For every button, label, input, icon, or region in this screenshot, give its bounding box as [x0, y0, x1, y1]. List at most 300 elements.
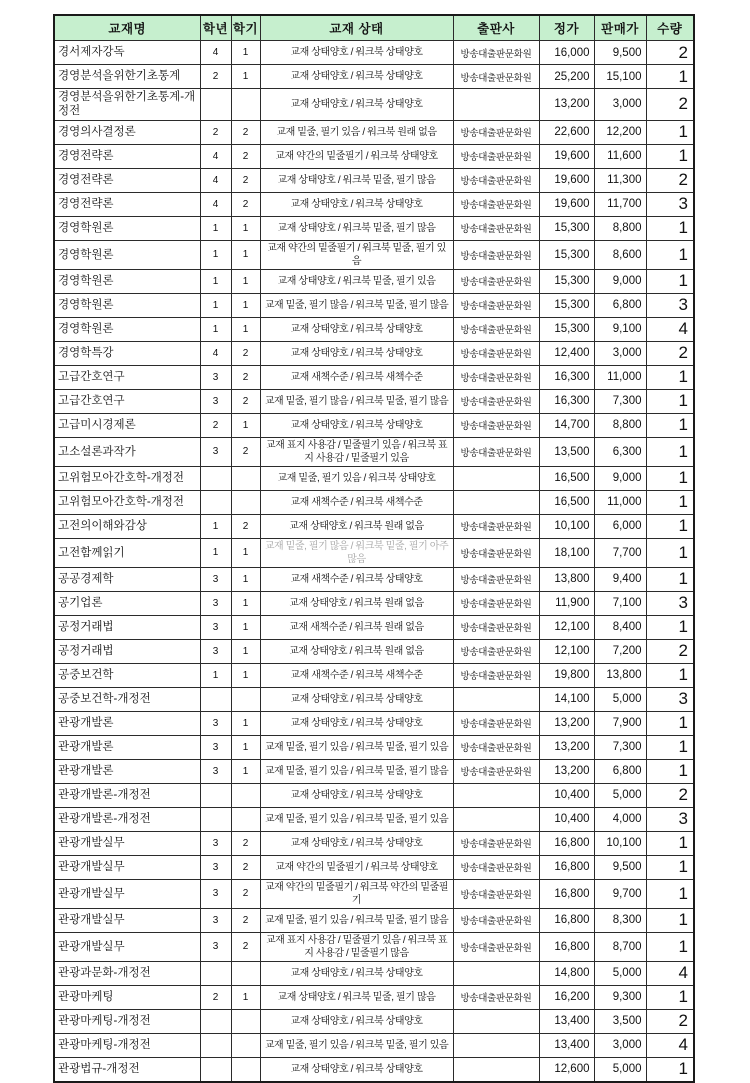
cell-list_price: 16,300 — [539, 365, 594, 389]
col-header-publisher: 출판사 — [453, 15, 539, 41]
cell-sale_price: 9,000 — [594, 466, 646, 490]
cell-quantity: 1 — [646, 514, 694, 538]
cell-list_price: 13,800 — [539, 567, 594, 591]
cell-grade: 1 — [200, 240, 231, 269]
cell-list_price: 16,800 — [539, 879, 594, 908]
table-row — [54, 567, 694, 591]
cell-sale_price: 13,800 — [594, 663, 646, 687]
cell-condition: 교재 밑줄, 필기 많음 / 워크북 밑줄, 필기 많음 — [260, 389, 453, 413]
cell-name: 경영전략론 — [54, 192, 200, 216]
cell-publisher: 방송대출판문화원 — [453, 879, 539, 908]
table-row — [54, 120, 694, 144]
cell-semester — [231, 961, 260, 985]
cell-name: 고전함께읽기 — [54, 538, 200, 567]
cell-publisher: 방송대출판문화원 — [453, 293, 539, 317]
cell-quantity: 2 — [646, 41, 694, 65]
cell-list_price: 10,400 — [539, 783, 594, 807]
cell-grade — [200, 1009, 231, 1033]
cell-sale_price: 15,100 — [594, 65, 646, 89]
cell-condition: 교재 상태양호 / 워크북 상태양호 — [260, 317, 453, 341]
cell-condition: 교재 상태양호 / 워크북 상태양호 — [260, 192, 453, 216]
cell-semester: 1 — [231, 663, 260, 687]
table-row — [54, 615, 694, 639]
cell-list_price: 19,600 — [539, 144, 594, 168]
cell-quantity: 1 — [646, 365, 694, 389]
cell-sale_price: 6,000 — [594, 514, 646, 538]
cell-grade: 2 — [200, 120, 231, 144]
cell-list_price: 13,500 — [539, 437, 594, 466]
cell-grade — [200, 961, 231, 985]
textbook-table — [53, 14, 695, 1083]
cell-quantity: 1 — [646, 389, 694, 413]
cell-semester: 1 — [231, 317, 260, 341]
cell-quantity: 1 — [646, 855, 694, 879]
cell-quantity: 4 — [646, 317, 694, 341]
cell-condition: 교재 약간의 밑줄필기 / 워크북 상태양호 — [260, 144, 453, 168]
cell-quantity: 1 — [646, 567, 694, 591]
cell-semester: 1 — [231, 65, 260, 89]
cell-name: 경영학원론 — [54, 293, 200, 317]
cell-semester: 2 — [231, 341, 260, 365]
cell-semester: 2 — [231, 120, 260, 144]
cell-name: 관광개발실무 — [54, 855, 200, 879]
cell-condition: 교재 밑줄, 필기 있음 / 워크북 밑줄, 필기 있음 — [260, 1033, 453, 1057]
cell-name: 고급미시경제론 — [54, 413, 200, 437]
cell-semester: 1 — [231, 639, 260, 663]
cell-publisher — [453, 961, 539, 985]
cell-condition: 교재 상태양호 / 워크북 상태양호 — [260, 41, 453, 65]
cell-grade: 4 — [200, 341, 231, 365]
cell-list_price: 13,400 — [539, 1033, 594, 1057]
cell-list_price: 16,300 — [539, 389, 594, 413]
cell-list_price: 25,200 — [539, 65, 594, 89]
cell-publisher: 방송대출판문화원 — [453, 317, 539, 341]
used-textbook-price-sheet — [53, 14, 695, 1083]
table-row — [54, 41, 694, 65]
cell-publisher: 방송대출판문화원 — [453, 567, 539, 591]
cell-publisher: 방송대출판문화원 — [453, 663, 539, 687]
table-row — [54, 437, 694, 466]
cell-grade — [200, 783, 231, 807]
cell-semester: 1 — [231, 269, 260, 293]
cell-sale_price: 11,000 — [594, 365, 646, 389]
cell-publisher: 방송대출판문화원 — [453, 341, 539, 365]
cell-semester: 1 — [231, 293, 260, 317]
cell-grade: 3 — [200, 831, 231, 855]
cell-condition: 교재 새책수준 / 워크북 새책수준 — [260, 365, 453, 389]
cell-quantity: 2 — [646, 783, 694, 807]
cell-publisher: 방송대출판문화원 — [453, 120, 539, 144]
cell-publisher: 방송대출판문화원 — [453, 855, 539, 879]
table-row — [54, 317, 694, 341]
cell-list_price: 12,600 — [539, 1057, 594, 1082]
cell-quantity: 3 — [646, 293, 694, 317]
cell-grade: 1 — [200, 514, 231, 538]
col-header-name: 교재명 — [54, 15, 200, 41]
table-row — [54, 711, 694, 735]
cell-quantity: 4 — [646, 1033, 694, 1057]
cell-sale_price: 6,800 — [594, 293, 646, 317]
cell-name: 관광개발실무 — [54, 831, 200, 855]
table-row — [54, 1009, 694, 1033]
cell-semester: 1 — [231, 985, 260, 1009]
cell-grade — [200, 490, 231, 514]
cell-condition: 교재 상태양호 / 워크북 상태양호 — [260, 413, 453, 437]
cell-list_price: 16,800 — [539, 932, 594, 961]
cell-semester: 2 — [231, 932, 260, 961]
table-row — [54, 269, 694, 293]
cell-quantity: 1 — [646, 1057, 694, 1082]
cell-quantity: 1 — [646, 413, 694, 437]
table-row — [54, 879, 694, 908]
cell-condition: 교재 상태양호 / 워크북 상태양호 — [260, 1057, 453, 1082]
cell-condition: 교재 상태양호 / 워크북 상태양호 — [260, 89, 453, 121]
cell-list_price: 11,900 — [539, 591, 594, 615]
table-row — [54, 341, 694, 365]
cell-quantity: 1 — [646, 216, 694, 240]
cell-name: 관광개발실무 — [54, 879, 200, 908]
cell-sale_price: 7,300 — [594, 389, 646, 413]
cell-sale_price: 9,700 — [594, 879, 646, 908]
cell-list_price: 13,200 — [539, 711, 594, 735]
cell-quantity: 1 — [646, 663, 694, 687]
cell-quantity: 4 — [646, 961, 694, 985]
cell-list_price: 16,000 — [539, 41, 594, 65]
cell-list_price: 15,300 — [539, 216, 594, 240]
cell-name: 경영분석을위한기초통계 — [54, 65, 200, 89]
cell-sale_price: 8,800 — [594, 216, 646, 240]
cell-sale_price: 10,100 — [594, 831, 646, 855]
cell-grade: 2 — [200, 985, 231, 1009]
cell-publisher: 방송대출판문화원 — [453, 735, 539, 759]
cell-condition: 교재 약간의 밑줄필기 / 워크북 약간의 밑줄필기 — [260, 879, 453, 908]
cell-quantity: 1 — [646, 269, 694, 293]
cell-condition: 교재 상태양호 / 워크북 상태양호 — [260, 65, 453, 89]
table-row — [54, 985, 694, 1009]
cell-condition: 교재 상태양호 / 워크북 밑줄, 필기 많음 — [260, 985, 453, 1009]
cell-list_price: 19,800 — [539, 663, 594, 687]
cell-quantity: 1 — [646, 240, 694, 269]
cell-name: 경영학특강 — [54, 341, 200, 365]
cell-semester — [231, 807, 260, 831]
cell-quantity: 1 — [646, 932, 694, 961]
cell-quantity: 1 — [646, 490, 694, 514]
table-row — [54, 65, 694, 89]
table-row — [54, 216, 694, 240]
cell-semester: 1 — [231, 41, 260, 65]
cell-list_price: 16,800 — [539, 908, 594, 932]
cell-condition: 교재 새책수준 / 워크북 새책수준 — [260, 663, 453, 687]
cell-sale_price: 8,300 — [594, 908, 646, 932]
cell-list_price: 16,800 — [539, 831, 594, 855]
cell-publisher — [453, 490, 539, 514]
cell-name: 경서제자강독 — [54, 41, 200, 65]
cell-sale_price: 3,500 — [594, 1009, 646, 1033]
cell-name: 경영학원론 — [54, 269, 200, 293]
cell-condition: 교재 밑줄, 필기 있음 / 워크북 상태양호 — [260, 466, 453, 490]
cell-condition: 교재 표지 사용감 / 밑줄필기 있음 / 워크북 표지 사용감 / 밑줄필기 많음 — [260, 932, 453, 961]
cell-publisher: 방송대출판문화원 — [453, 591, 539, 615]
cell-list_price: 14,800 — [539, 961, 594, 985]
table-row — [54, 932, 694, 961]
cell-quantity: 3 — [646, 192, 694, 216]
cell-name: 고급간호연구 — [54, 389, 200, 413]
cell-publisher — [453, 466, 539, 490]
cell-name: 경영학원론 — [54, 240, 200, 269]
cell-publisher: 방송대출판문화원 — [453, 932, 539, 961]
cell-quantity: 3 — [646, 807, 694, 831]
cell-quantity: 1 — [646, 879, 694, 908]
table-header-row — [54, 15, 694, 41]
table-row — [54, 365, 694, 389]
cell-sale_price: 11,600 — [594, 144, 646, 168]
cell-quantity: 2 — [646, 639, 694, 663]
cell-grade: 2 — [200, 413, 231, 437]
cell-semester — [231, 466, 260, 490]
cell-quantity: 2 — [646, 89, 694, 121]
cell-grade — [200, 1033, 231, 1057]
cell-quantity: 1 — [646, 144, 694, 168]
cell-grade: 3 — [200, 932, 231, 961]
cell-sale_price: 6,300 — [594, 437, 646, 466]
cell-sale_price: 5,000 — [594, 783, 646, 807]
cell-list_price: 16,500 — [539, 466, 594, 490]
cell-quantity: 1 — [646, 711, 694, 735]
cell-sale_price: 9,000 — [594, 269, 646, 293]
cell-quantity: 2 — [646, 1009, 694, 1033]
cell-semester: 1 — [231, 759, 260, 783]
cell-sale_price: 3,000 — [594, 1033, 646, 1057]
cell-condition: 교재 상태양호 / 워크북 원래 없음 — [260, 639, 453, 663]
cell-quantity: 1 — [646, 908, 694, 932]
cell-condition: 교재 상태양호 / 워크북 상태양호 — [260, 961, 453, 985]
cell-quantity: 1 — [646, 466, 694, 490]
cell-sale_price: 5,000 — [594, 961, 646, 985]
cell-semester: 2 — [231, 831, 260, 855]
cell-sale_price: 7,100 — [594, 591, 646, 615]
cell-grade: 3 — [200, 365, 231, 389]
cell-condition: 교재 밑줄, 필기 있음 / 워크북 밑줄, 필기 많음 — [260, 908, 453, 932]
cell-quantity: 1 — [646, 759, 694, 783]
cell-semester: 2 — [231, 389, 260, 413]
cell-condition: 교재 상태양호 / 워크북 원래 없음 — [260, 591, 453, 615]
cell-condition: 교재 상태양호 / 워크북 상태양호 — [260, 341, 453, 365]
cell-publisher: 방송대출판문화원 — [453, 759, 539, 783]
cell-semester: 1 — [231, 567, 260, 591]
cell-semester: 1 — [231, 711, 260, 735]
cell-sale_price: 5,000 — [594, 687, 646, 711]
cell-list_price: 19,600 — [539, 168, 594, 192]
table-row — [54, 855, 694, 879]
cell-list_price: 13,200 — [539, 735, 594, 759]
cell-list_price: 14,100 — [539, 687, 594, 711]
cell-publisher: 방송대출판문화원 — [453, 985, 539, 1009]
cell-quantity: 1 — [646, 65, 694, 89]
cell-name: 경영학원론 — [54, 216, 200, 240]
cell-grade: 3 — [200, 735, 231, 759]
table-row — [54, 413, 694, 437]
table-row — [54, 389, 694, 413]
cell-condition: 교재 밑줄, 필기 많음 / 워크북 밑줄, 필기 아주 많음 — [260, 538, 453, 567]
table-row — [54, 735, 694, 759]
table-row — [54, 831, 694, 855]
cell-semester: 1 — [231, 216, 260, 240]
cell-name: 관광개발실무 — [54, 908, 200, 932]
cell-grade: 3 — [200, 879, 231, 908]
col-header-list_price: 정가 — [539, 15, 594, 41]
cell-publisher: 방송대출판문화원 — [453, 269, 539, 293]
cell-semester: 1 — [231, 538, 260, 567]
cell-sale_price: 6,800 — [594, 759, 646, 783]
cell-quantity: 3 — [646, 687, 694, 711]
cell-grade: 3 — [200, 615, 231, 639]
cell-sale_price: 5,000 — [594, 1057, 646, 1082]
cell-quantity: 1 — [646, 615, 694, 639]
cell-quantity: 1 — [646, 120, 694, 144]
cell-condition: 교재 새책수준 / 워크북 상태양호 — [260, 567, 453, 591]
cell-sale_price: 12,200 — [594, 120, 646, 144]
cell-grade: 3 — [200, 855, 231, 879]
cell-grade: 3 — [200, 759, 231, 783]
cell-name: 관광개발론-개정전 — [54, 807, 200, 831]
cell-semester: 2 — [231, 437, 260, 466]
cell-publisher: 방송대출판문화원 — [453, 365, 539, 389]
cell-semester — [231, 687, 260, 711]
cell-semester: 2 — [231, 168, 260, 192]
cell-grade: 3 — [200, 591, 231, 615]
cell-grade: 3 — [200, 711, 231, 735]
cell-publisher — [453, 807, 539, 831]
cell-name: 경영전략론 — [54, 168, 200, 192]
cell-list_price: 10,100 — [539, 514, 594, 538]
cell-condition: 교재 상태양호 / 워크북 상태양호 — [260, 687, 453, 711]
cell-grade: 1 — [200, 293, 231, 317]
cell-sale_price: 8,600 — [594, 240, 646, 269]
cell-name: 관광개발론 — [54, 711, 200, 735]
cell-list_price: 12,100 — [539, 639, 594, 663]
cell-name: 경영전략론 — [54, 144, 200, 168]
cell-list_price: 15,300 — [539, 317, 594, 341]
table-row — [54, 168, 694, 192]
cell-grade: 4 — [200, 41, 231, 65]
cell-publisher — [453, 1009, 539, 1033]
cell-name: 고급간호연구 — [54, 365, 200, 389]
cell-semester: 1 — [231, 591, 260, 615]
cell-sale_price: 11,000 — [594, 490, 646, 514]
cell-name: 공중보건학-개정전 — [54, 687, 200, 711]
table-row — [54, 591, 694, 615]
cell-publisher — [453, 1033, 539, 1057]
cell-grade: 4 — [200, 192, 231, 216]
table-row — [54, 807, 694, 831]
cell-condition: 교재 밑줄, 필기 많음 / 워크북 밑줄, 필기 많음 — [260, 293, 453, 317]
cell-semester — [231, 1033, 260, 1057]
cell-sale_price: 11,700 — [594, 192, 646, 216]
col-header-condition: 교재 상태 — [260, 15, 453, 41]
cell-semester — [231, 89, 260, 121]
cell-list_price: 14,700 — [539, 413, 594, 437]
cell-publisher: 방송대출판문화원 — [453, 389, 539, 413]
table-body — [54, 41, 694, 1082]
cell-condition: 교재 밑줄, 필기 있음 / 워크북 밑줄, 필기 많음 — [260, 759, 453, 783]
cell-semester: 2 — [231, 855, 260, 879]
cell-publisher: 방송대출판문화원 — [453, 639, 539, 663]
cell-publisher: 방송대출판문화원 — [453, 144, 539, 168]
cell-publisher — [453, 687, 539, 711]
table-row — [54, 1033, 694, 1057]
table-row — [54, 293, 694, 317]
cell-sale_price: 4,000 — [594, 807, 646, 831]
cell-sale_price: 7,700 — [594, 538, 646, 567]
cell-sale_price: 7,900 — [594, 711, 646, 735]
cell-grade — [200, 687, 231, 711]
cell-publisher: 방송대출판문화원 — [453, 831, 539, 855]
cell-quantity: 1 — [646, 985, 694, 1009]
cell-name: 관광개발론 — [54, 759, 200, 783]
cell-name: 공공경제학 — [54, 567, 200, 591]
cell-list_price: 15,300 — [539, 269, 594, 293]
table-row — [54, 514, 694, 538]
cell-name: 고소설론과작가 — [54, 437, 200, 466]
cell-condition: 교재 상태양호 / 워크북 원래 없음 — [260, 514, 453, 538]
cell-sale_price: 11,300 — [594, 168, 646, 192]
cell-list_price: 12,400 — [539, 341, 594, 365]
cell-name: 고위험모아간호학-개정전 — [54, 490, 200, 514]
table-row — [54, 961, 694, 985]
col-header-sale_price: 판매가 — [594, 15, 646, 41]
cell-sale_price: 7,300 — [594, 735, 646, 759]
cell-quantity: 2 — [646, 168, 694, 192]
cell-name: 관광과문화-개정전 — [54, 961, 200, 985]
cell-list_price: 15,300 — [539, 240, 594, 269]
cell-publisher: 방송대출판문화원 — [453, 41, 539, 65]
cell-publisher: 방송대출판문화원 — [453, 514, 539, 538]
table-row — [54, 639, 694, 663]
table-row — [54, 663, 694, 687]
cell-semester — [231, 490, 260, 514]
cell-sale_price: 9,100 — [594, 317, 646, 341]
cell-semester: 1 — [231, 735, 260, 759]
cell-condition: 교재 새책수준 / 워크북 새책수준 — [260, 490, 453, 514]
cell-quantity: 1 — [646, 831, 694, 855]
cell-name: 공정거래법 — [54, 615, 200, 639]
cell-name: 관광개발실무 — [54, 932, 200, 961]
cell-list_price: 18,100 — [539, 538, 594, 567]
cell-publisher: 방송대출판문화원 — [453, 65, 539, 89]
cell-sale_price: 9,400 — [594, 567, 646, 591]
cell-condition: 교재 표지 사용감 / 밑줄필기 있음 / 워크북 표지 사용감 / 밑줄필기 있음 — [260, 437, 453, 466]
table-row — [54, 89, 694, 121]
cell-publisher: 방송대출판문화원 — [453, 240, 539, 269]
cell-sale_price: 8,800 — [594, 413, 646, 437]
cell-semester — [231, 783, 260, 807]
cell-semester: 2 — [231, 192, 260, 216]
table-row — [54, 466, 694, 490]
cell-condition: 교재 약간의 밑줄필기 / 워크북 상태양호 — [260, 855, 453, 879]
cell-name: 경영학원론 — [54, 317, 200, 341]
table-row — [54, 490, 694, 514]
cell-condition: 교재 상태양호 / 워크북 밑줄, 필기 많음 — [260, 168, 453, 192]
cell-sale_price: 8,700 — [594, 932, 646, 961]
cell-semester: 2 — [231, 908, 260, 932]
cell-name: 관광개발론 — [54, 735, 200, 759]
cell-grade: 1 — [200, 317, 231, 341]
cell-list_price: 12,100 — [539, 615, 594, 639]
cell-grade: 1 — [200, 538, 231, 567]
cell-list_price: 15,300 — [539, 293, 594, 317]
table-row — [54, 759, 694, 783]
cell-condition: 교재 상태양호 / 워크북 상태양호 — [260, 1009, 453, 1033]
